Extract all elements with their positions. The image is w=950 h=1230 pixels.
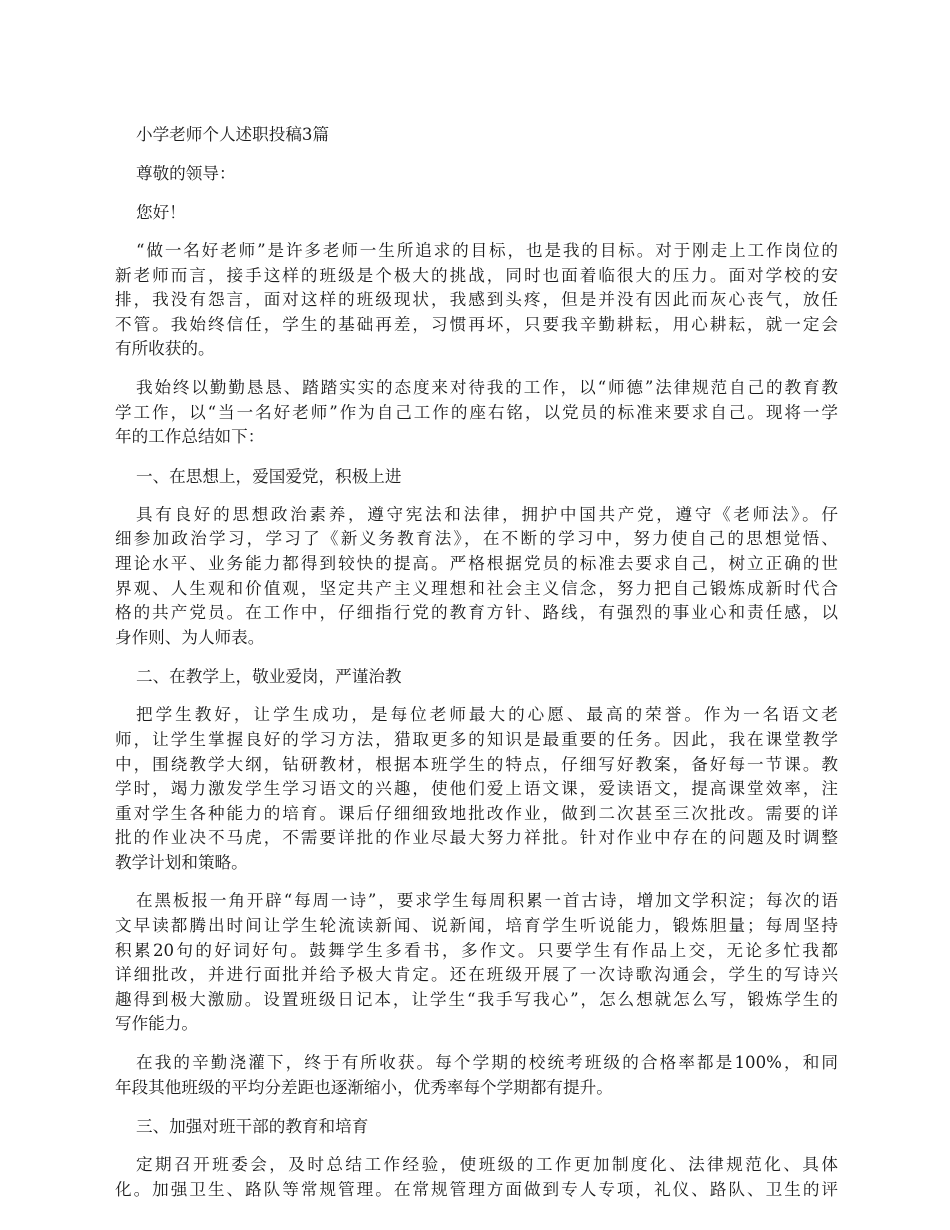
section-2-heading: 二、在教学上，敬业爱岗，严谨治教	[136, 667, 402, 687]
text-line: 写作能力。	[115, 1014, 198, 1034]
text-line: 细参加政治学习，学习了《新义务教育法》，在不断的学习中，努力使自己的思想觉悟、	[115, 529, 838, 549]
section-2-paragraph-2	[115, 889, 838, 1037]
section-1-paragraph	[115, 503, 838, 651]
text-line: 具有良好的思想政治素养，遵守宪法和法律，拥护中国共产党，遵守《老师法》。仔	[136, 504, 838, 524]
paragraph-intro-1	[115, 239, 838, 362]
text-line: 中，围绕教学大纲，钻研教材，根据本班学生的特点，仔细写好教案，备好每一节课。教	[115, 754, 838, 774]
text-line: 定期召开班委会，及时总结工作经验，使班级的工作更加制度化、法律规范化、具体	[136, 1155, 838, 1175]
text-line: 我始终以勤勤恳恳、踏踏实实的态度来对待我的工作，以“师德”法律规范自己的教育教	[136, 377, 838, 397]
paragraph-intro-2	[115, 376, 838, 450]
text-line: 把学生教好，让学生成功，是每位老师最大的心愿、最高的荣誉。作为一名语文老	[136, 705, 838, 725]
text-line: 批的作业决不马虎，不需要详批的作业尽最大努力祥批。针对作业中存在的问题及时调整	[115, 828, 838, 848]
text-line: 在黑板报一角开辟“每周一诗”，要求学生每周积累一首古诗，增加文学积淀；每次的语	[136, 891, 838, 911]
text-line: 身作则、为人师表。	[115, 627, 265, 647]
text-line: 重对学生各种能力的培育。课后仔细细致地批改作业，做到二次甚至三次批改。需要的详	[115, 803, 838, 823]
text-line: 排，我没有怨言，面对这样的班级现状，我感到头疼，但是并没有因此而灰心丧气，放任	[115, 290, 838, 310]
document-page	[115, 122, 838, 1216]
text-line: 化。加强卫生、路队等常规管理。在常规管理方面做到专人专项，礼仪、路队、卫生的评	[115, 1179, 838, 1199]
text-line: 年的工作总结如下：	[115, 427, 265, 447]
document-title: 小学老师个人述职投稿3篇	[136, 125, 330, 144]
text-line: 趣得到极大激励。设置班级日记本，让学生“我手写我心”，怎么想就怎么写，锻炼学生的	[115, 989, 838, 1009]
text-line: 不管。我始终信任，学生的基础再差，习惯再坏，只要我辛勤耕耘，用心耕耘，就一定会	[115, 314, 838, 334]
text-line: 教学计划和策略。	[115, 852, 248, 872]
text-line: 详细批改，并进行面批并给予极大肯定。还在班级开展了一次诗歌沟通会，学生的写诗兴	[115, 965, 838, 985]
text-line: 积累20句的好词好句。鼓舞学生多看书，多作文。只要学生有作品上交，无论多忙我都	[115, 940, 838, 960]
text-line: 学工作，以“当一名好老师”作为自己工作的座右铭，以党员的标准来要求自己。现将一学	[115, 402, 838, 422]
section-3-heading: 三、加强对班干部的教育和培育	[136, 1117, 369, 1137]
section-2-paragraph-1	[115, 703, 838, 875]
text-line: 年段其他班级的平均分差距也逐渐缩小，优秀率每个学期都有提升。	[115, 1077, 613, 1097]
text-line: 文早读都腾出时间让学生轮流读新闻、说新闻，培育学生听说能力，锻炼胆量；每周坚持	[115, 916, 838, 936]
text-line: “做一名好老师”是许多老师一生所追求的目标，也是我的目标。对于刚走上工作岗位的	[136, 241, 838, 260]
section-1-heading: 一、在思想上，爱国爱党，积极上进	[136, 466, 402, 486]
text-line: 格的共产党员。在工作中，仔细指行党的教育方针、路线，有强烈的事业心和责任感，以	[115, 603, 838, 623]
text-line: 学时，竭力激发学生学习语文的兴趣，使他们爱上语文课，爱读语文，提高课堂效率，注	[115, 779, 838, 799]
text-line: 新老师而言，接手这样的班级是个极大的挑战，同时也面着临很大的压力。面对学校的安	[115, 265, 838, 285]
text-line: 有所收获的。	[115, 339, 215, 359]
greeting: 您好！	[136, 203, 186, 222]
text-line: 在我的辛勤浇灌下，终于有所收获。每个学期的校统考班级的合格率都是100%，和同	[136, 1053, 838, 1073]
text-line: 界观、人生观和价值观，坚定共产主义理想和社会主义信念，努力把自己锻炼成新时代合	[115, 578, 838, 598]
salutation: 尊敬的领导：	[136, 164, 236, 183]
section-3-paragraph	[115, 1153, 838, 1202]
text-line: 师，让学生掌握良好的学习方法，猎取更多的知识是最重要的任务。因此，我在课堂教学	[115, 729, 838, 749]
text-line: 理论水平、业务能力都得到较快的提高。严格根据党员的标准去要求自己，树立正确的世	[115, 553, 838, 573]
section-2-paragraph-3	[115, 1051, 838, 1100]
